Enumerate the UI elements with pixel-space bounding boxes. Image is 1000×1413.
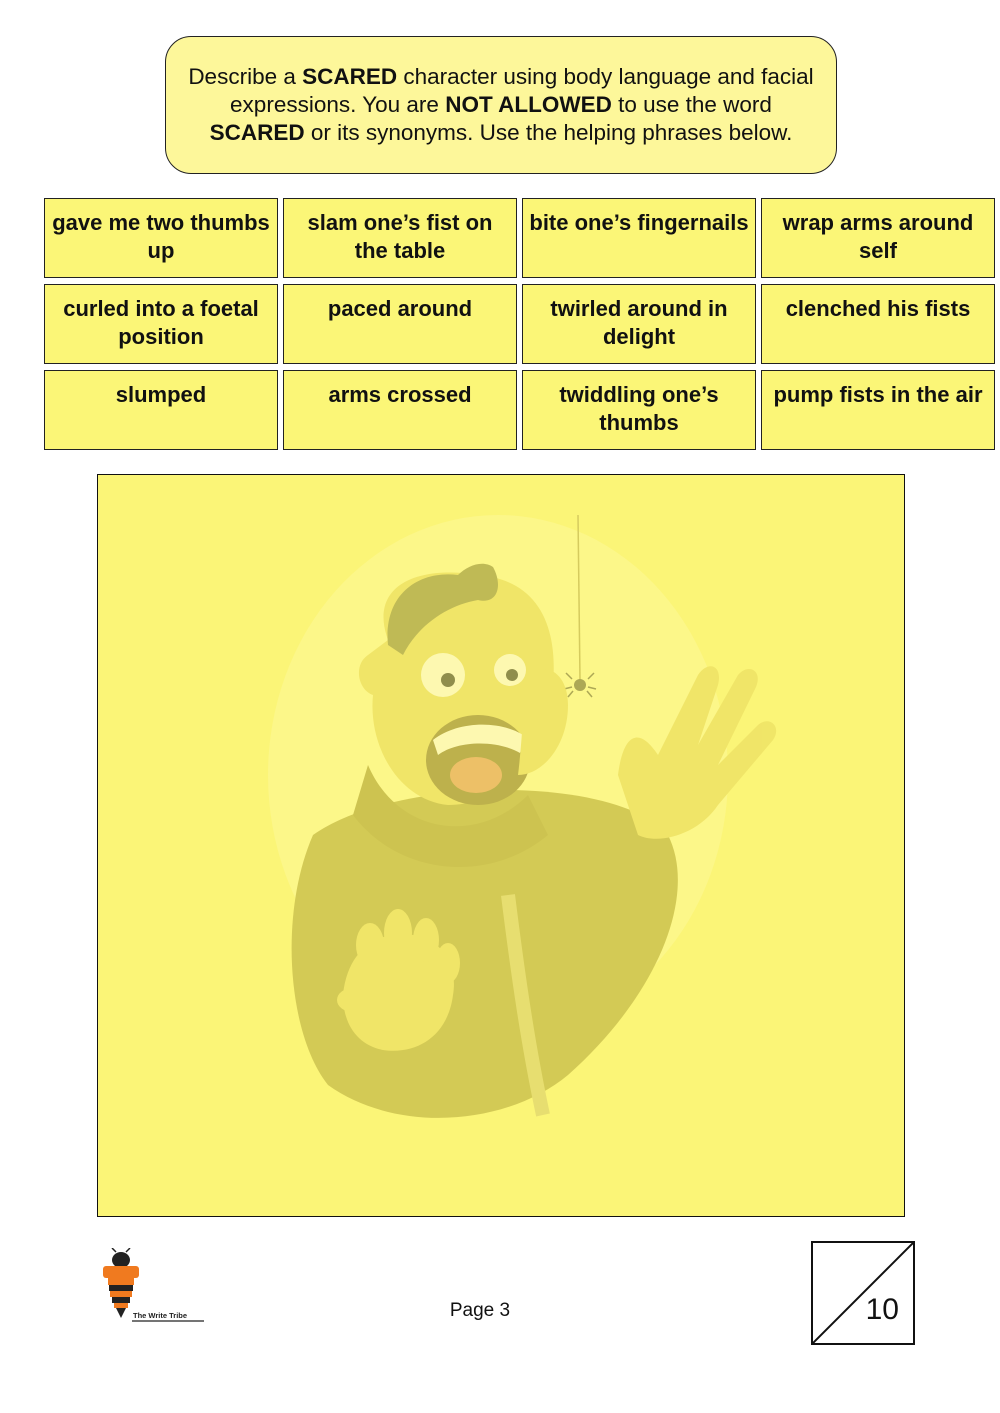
phrase-cell: clenched his fists [761,284,995,364]
phrase-cell: curled into a foetal position [44,284,278,364]
scared-character-illustration [98,475,903,1215]
phrase-cell: arms crossed [283,370,517,450]
phrase-cell: gave me two thumbs up [44,198,278,278]
phrase-cell: slam one’s fist on the table [283,198,517,278]
page-number: Page 3 [449,1300,511,1321]
instructions-box [165,36,837,174]
phrase-grid [44,198,993,450]
phrase-cell: bite one’s fingernails [522,198,756,278]
phrase-cell: twirled around in delight [522,284,756,364]
phrase-cell: pump fists in the air [761,370,995,450]
phrase-cell: wrap arms around self [761,198,995,278]
phrase-cell: slumped [44,370,278,450]
instructions-text: Describe a SCARED character using body language and facial expressions. You are NOT ALLOWED to use the word SCARED or its synonyms. Use the helping phrases below. [188,64,814,145]
phrase-cell: paced around [283,284,517,364]
score-total: 10 [865,1293,899,1326]
write-tribe-logo [100,1248,210,1328]
phrase-cell: twiddling one’s thumbs [522,370,756,450]
writing-picture-box[interactable] [97,474,905,1217]
bee-icon [103,1248,139,1318]
logo-wordmark: The Write Tribe [133,1311,188,1320]
score-box[interactable] [811,1241,915,1345]
